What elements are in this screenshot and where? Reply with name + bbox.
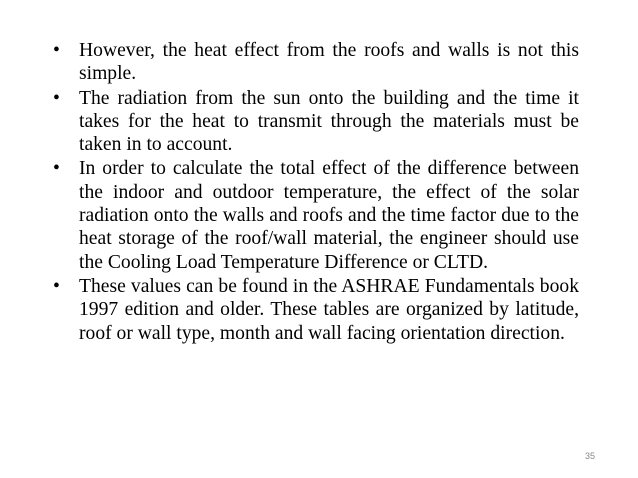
bullet-item [53, 39, 579, 86]
bullet-list [53, 39, 579, 346]
bullet-item [53, 157, 579, 273]
bullet-marker: • [53, 40, 60, 61]
bullet-item [53, 275, 579, 345]
bullet-text: However, the heat effect from the roofs and walls is not this simple. [79, 40, 579, 85]
bullet-marker: • [53, 275, 60, 297]
bullet-text: The radiation from the sun onto the building and the time it takes for the heat to transmit through the materials must be taken in to account. [79, 87, 579, 156]
bullet-marker: • [53, 87, 60, 109]
page-number: 35 [584, 451, 595, 461]
bullet-text: In order to calculate the total effect of the difference between the indoor and outdoor temperature, the effect of the solar radiation onto the walls and roofs and the time factor due to the heat storage of the roof/wall material, the engineer should use the Cooling Load Temperature Difference or CLTD. [79, 158, 579, 273]
bullet-text: These values can be found in the ASHRAE Fundamentals book 1997 edition and older. These tables are organized by latitude, roof or wall type, month and wall facing orientation direction. [79, 275, 579, 344]
bullet-item [53, 87, 579, 157]
bullet-marker: • [53, 158, 60, 180]
